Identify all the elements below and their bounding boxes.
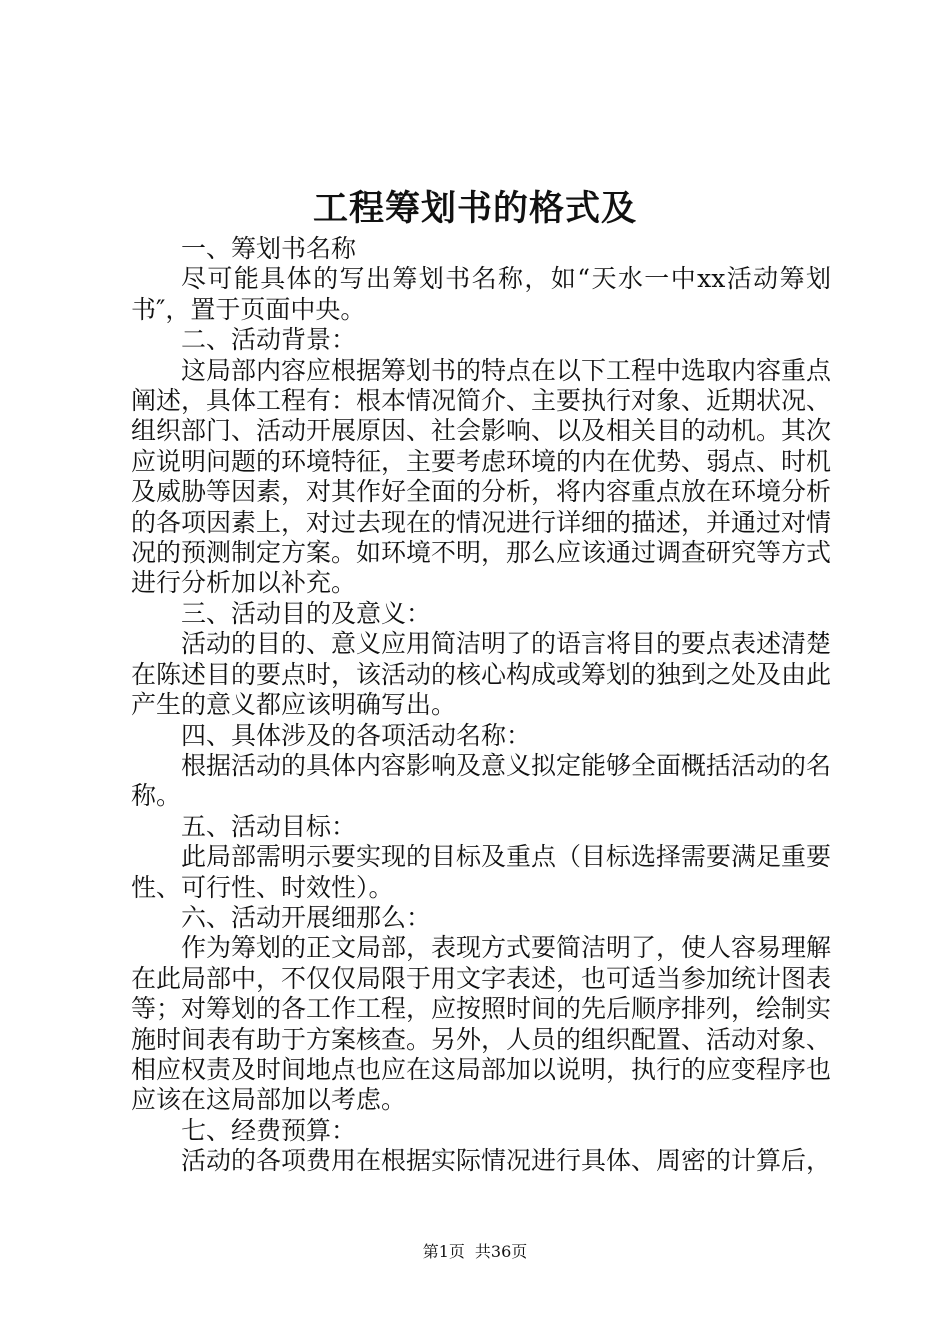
- document-body: [131, 234, 831, 1177]
- body-paragraph: 活动的目的、意义应用简洁明了的语言将目的要点表述清楚在陈述目的要点时，该活动的核心构成或筹划的独到之处及由此产生的意义都应该明确写出。: [131, 629, 832, 720]
- page-total: 共36页: [474, 1242, 528, 1261]
- page-footer: [0, 1242, 950, 1262]
- body-paragraph: 尽可能具体的写出筹划书名称，如“天水一中xx活动筹划书″，置于页面中央。: [131, 264, 831, 324]
- section-heading-7: 七、经费预算：: [181, 1115, 357, 1145]
- body-paragraph: 这局部内容应根据筹划书的特点在以下工程中选取内容重点阐述，具体工程有：根本情况简介、主要执行对象、近期状况、组织部门、活动开展原因、社会影响、以及相关目的动机。其次应说明问题的环境特征，主要考虑环境的内在优势、弱点、时机及威胁等因素，对其作好全面的分析，将内容重点放在环境分析的各项因素上，对过去现在的情况进行详细的描述，并通过对情况的预测制定方案。如环境不明，那么应该通过调查研究等方式进行分析加以补充。: [131, 355, 832, 598]
- section-heading-4: 四、具体涉及的各项活动名称：: [181, 720, 532, 750]
- page-number: 第1页: [422, 1242, 465, 1261]
- body-paragraph: 活动的各项费用在根据实际情况进行具体、周密的计算后，: [181, 1146, 832, 1176]
- section-heading-5: 五、活动目标：: [181, 811, 357, 841]
- body-paragraph: 此局部需明示要实现的目标及重点（目标选择需要满足重要性、可行性、时效性）。: [131, 842, 832, 902]
- section-heading-1: 一、筹划书名称: [181, 234, 357, 263]
- document-title: 工程筹划书的格式及: [312, 188, 637, 229]
- section-heading-6: 六、活动开展细那么：: [181, 902, 432, 932]
- section-heading-3: 三、活动目的及意义：: [181, 598, 432, 628]
- section-heading-2: 二、活动背景：: [181, 325, 357, 355]
- body-paragraph: 根据活动的具体内容影响及意义拟定能够全面概括活动的名称。: [131, 750, 832, 811]
- body-paragraph: 作为筹划的正文局部，表现方式要简洁明了，使人容易理解在此局部中，不仅仅局限于用文字表述，也可适当参加统计图表等；对筹划的各工作工程，应按照时间的先后顺序排列，绘制实施时间表有助于方案核查。另外，人员的组织配置、活动对象、相应权责及时间地点也应在这局部加以说明，执行的应变程序也应该在这局部加以考虑。: [131, 933, 832, 1115]
